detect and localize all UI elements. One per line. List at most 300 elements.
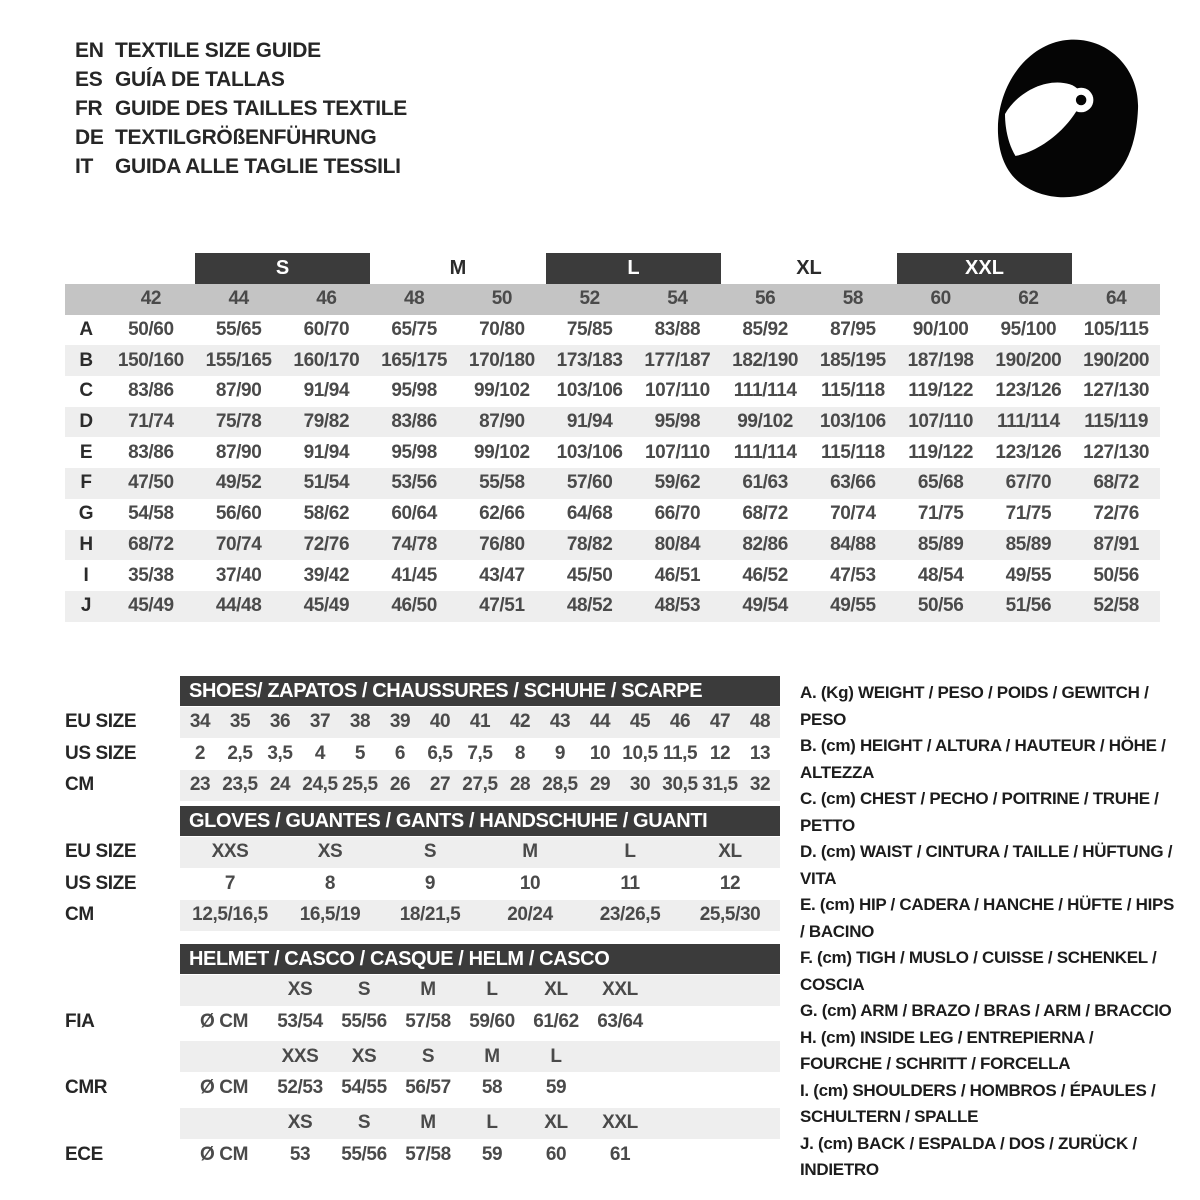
row-label: D bbox=[79, 411, 93, 433]
column-header: 48 bbox=[403, 288, 425, 310]
table-cell: 35 bbox=[229, 711, 251, 732]
size-header-cell: XS bbox=[351, 1045, 377, 1067]
column-header: 52 bbox=[579, 288, 600, 310]
legend-item: G. (cm) ARM / BRAZO / BRAS / ARM / BRACCIO bbox=[800, 1001, 1172, 1020]
table-cell: 85/89 bbox=[1005, 533, 1052, 555]
table-cell: 4 bbox=[314, 742, 326, 764]
table-cell: 49/52 bbox=[215, 472, 262, 494]
language-title: GUIDA ALLE TAGLIE TESSILI bbox=[115, 155, 401, 178]
table-row bbox=[65, 315, 1160, 346]
row-values bbox=[180, 1108, 780, 1139]
size-header-cell: S bbox=[357, 979, 371, 1000]
legend-item: H. (cm) INSIDE LEG / ENTREPIERNA / FOURCHE / SCHRITT / FORCELLA bbox=[800, 1027, 1094, 1073]
column-header: 64 bbox=[1105, 288, 1127, 310]
size-header-cell: XS bbox=[287, 1112, 313, 1133]
shoes-header: SHOES/ ZAPATOS / CHAUSSURES / SCHUHE / SCARPE bbox=[180, 676, 780, 706]
column-header: 46 bbox=[316, 288, 337, 310]
table-row bbox=[65, 407, 1160, 438]
table-row bbox=[65, 900, 780, 931]
table-cell: 41 bbox=[469, 711, 491, 732]
table-cell: 95/98 bbox=[391, 441, 437, 463]
table-cell: 170/180 bbox=[468, 349, 535, 371]
table-cell: 54/55 bbox=[341, 1077, 387, 1098]
table-cell: 111/114 bbox=[733, 441, 797, 463]
table-row bbox=[65, 1108, 780, 1139]
table-cell: 91/94 bbox=[566, 411, 613, 433]
row-label: A bbox=[79, 319, 93, 341]
table-cell: 53/56 bbox=[391, 472, 437, 494]
language-title: GUIDE DES TAILLES TEXTILE bbox=[115, 97, 407, 120]
table-cell: 47 bbox=[709, 711, 731, 732]
table-cell: 60/64 bbox=[391, 503, 437, 525]
size-header-cell: L bbox=[486, 979, 498, 1000]
table-cell: 44/48 bbox=[215, 595, 262, 617]
table-cell: 87/90 bbox=[215, 380, 262, 402]
table-cell: 71/75 bbox=[1005, 503, 1052, 525]
size-header-cell: XXL bbox=[602, 979, 638, 1000]
table-cell: 59/62 bbox=[654, 472, 701, 494]
row-label bbox=[65, 1108, 180, 1139]
column-header: 44 bbox=[228, 288, 249, 310]
size-band-s: S bbox=[195, 253, 371, 284]
table-cell: 185/195 bbox=[819, 349, 886, 371]
table-row bbox=[65, 975, 780, 1006]
table-cell: 71/74 bbox=[128, 411, 174, 433]
table-cell: 83/88 bbox=[654, 319, 701, 341]
table-cell: 10,5 bbox=[622, 742, 658, 764]
row-values bbox=[180, 1006, 780, 1037]
table-cell: 59 bbox=[545, 1077, 567, 1098]
table-cell: 68/72 bbox=[742, 503, 788, 525]
size-header-cell: XS bbox=[287, 979, 313, 1000]
table-cell: 127/130 bbox=[1083, 380, 1150, 402]
table-row bbox=[65, 738, 780, 769]
table-cell: 160/170 bbox=[293, 349, 360, 371]
size-header-cell: XL bbox=[544, 1112, 568, 1133]
table-cell: 41/45 bbox=[391, 564, 437, 586]
size-header-cell: L bbox=[486, 1112, 498, 1133]
table-row bbox=[65, 707, 780, 738]
table-cell: 5 bbox=[354, 742, 366, 764]
table-cell: 42 bbox=[509, 711, 531, 732]
table-cell: 150/160 bbox=[117, 349, 184, 371]
table-cell: 123/126 bbox=[995, 441, 1062, 463]
row-label: C bbox=[79, 380, 93, 402]
table-cell: 8 bbox=[514, 742, 526, 764]
table-cell: 52/58 bbox=[1093, 595, 1139, 617]
shoes-section bbox=[65, 676, 780, 801]
size-header-cell: XXL bbox=[602, 1112, 638, 1133]
legend-list bbox=[800, 680, 1178, 1184]
table-cell: 2 bbox=[194, 742, 206, 764]
table-cell: 11 bbox=[620, 872, 640, 894]
size-header-cell: S bbox=[421, 1045, 435, 1067]
table-cell: 87/90 bbox=[215, 441, 262, 463]
row-values bbox=[180, 900, 780, 931]
table-cell: 30 bbox=[629, 774, 651, 795]
table-cell: 48/53 bbox=[654, 595, 701, 617]
table-cell: 58/62 bbox=[303, 503, 350, 525]
table-cell: 55/56 bbox=[341, 1143, 387, 1165]
row-values bbox=[180, 837, 780, 868]
table-cell: 7,5 bbox=[467, 742, 493, 764]
gloves-header: GLOVES / GUANTES / GANTS / HANDSCHUHE / GUANTI bbox=[180, 806, 780, 836]
row-values bbox=[180, 707, 780, 738]
language-code: FR bbox=[75, 97, 103, 120]
size-band-xxl: XXL bbox=[897, 253, 1073, 284]
table-cell: 99/102 bbox=[474, 380, 530, 402]
table-cell: 36 bbox=[269, 711, 291, 732]
row-label bbox=[65, 1041, 180, 1072]
table-cell: 80/84 bbox=[654, 533, 701, 555]
table-cell: 55/56 bbox=[341, 1010, 387, 1032]
table-cell: 28 bbox=[509, 774, 531, 795]
table-cell: 20/24 bbox=[507, 904, 553, 925]
row-label: B bbox=[79, 349, 93, 371]
table-cell: 67/70 bbox=[1005, 472, 1052, 494]
size-header-cell: M bbox=[420, 1112, 436, 1133]
table-row bbox=[65, 591, 1160, 622]
table-cell: 12 bbox=[719, 872, 741, 894]
table-cell: Ø CM bbox=[199, 1077, 248, 1098]
table-cell: 56/57 bbox=[405, 1077, 451, 1098]
row-label: E bbox=[79, 441, 93, 463]
table-cell: 90/100 bbox=[912, 319, 969, 341]
table-cell: 83/86 bbox=[391, 411, 437, 433]
table-cell: 53/54 bbox=[277, 1010, 323, 1032]
table-cell: 6,5 bbox=[427, 742, 453, 764]
table-cell: 37/40 bbox=[215, 564, 262, 586]
table-cell: 115/118 bbox=[820, 380, 885, 402]
table-cell: 85/89 bbox=[917, 533, 964, 555]
table-cell: 59 bbox=[481, 1143, 503, 1165]
language-row bbox=[75, 36, 407, 65]
row-values bbox=[180, 738, 780, 769]
language-title: TEXTILE SIZE GUIDE bbox=[115, 39, 321, 62]
table-cell: 71/75 bbox=[917, 503, 964, 525]
table-cell: 70/74 bbox=[215, 533, 262, 555]
table-cell: 47/51 bbox=[479, 595, 525, 617]
table-cell: 11,5 bbox=[662, 742, 698, 764]
table-cell: 127/130 bbox=[1083, 441, 1150, 463]
table-cell: 16,5/19 bbox=[299, 904, 361, 925]
table-cell: M bbox=[522, 841, 538, 862]
row-values bbox=[180, 1073, 780, 1104]
table-cell: 66/70 bbox=[654, 503, 701, 525]
table-cell: 43/47 bbox=[479, 564, 525, 586]
gloves-rows bbox=[65, 837, 780, 931]
size-header-cell: M bbox=[484, 1045, 500, 1067]
table-cell: 50/60 bbox=[128, 319, 174, 341]
row-label: ECE bbox=[65, 1143, 103, 1165]
size-band-xl: XL bbox=[796, 257, 822, 279]
row-label: US SIZE bbox=[65, 742, 137, 764]
table-cell: 187/198 bbox=[907, 349, 974, 371]
textile-size-table bbox=[65, 253, 1160, 622]
table-cell: 75/78 bbox=[215, 411, 262, 433]
language-title: TEXTILGRÖßENFÜHRUNG bbox=[115, 126, 377, 149]
table-cell: 173/183 bbox=[556, 349, 623, 371]
corner-cell bbox=[65, 284, 107, 315]
table-cell: 13 bbox=[749, 742, 771, 764]
row-label: US SIZE bbox=[65, 872, 137, 894]
table-cell: 63/64 bbox=[597, 1010, 643, 1032]
table-cell: 165/175 bbox=[381, 349, 448, 371]
language-code: IT bbox=[75, 155, 94, 178]
language-code: DE bbox=[75, 126, 104, 149]
table-cell: XXS bbox=[211, 841, 249, 862]
table-cell: 24 bbox=[269, 774, 291, 795]
table-row bbox=[65, 1041, 780, 1072]
table-cell: 47/50 bbox=[128, 472, 174, 494]
size-header-cell: L bbox=[550, 1045, 562, 1067]
table-cell: 28,5 bbox=[542, 774, 578, 795]
table-cell: 61 bbox=[609, 1143, 631, 1165]
table-cell: 119/122 bbox=[908, 380, 974, 402]
table-cell: 48/54 bbox=[917, 564, 964, 586]
table-cell: 18/21,5 bbox=[399, 904, 461, 925]
table-row bbox=[65, 499, 1160, 530]
table-cell: 111/114 bbox=[997, 411, 1060, 433]
table-cell: L bbox=[624, 841, 636, 862]
size-band-l: L bbox=[546, 253, 722, 284]
legend-item: A. (Kg) WEIGHT / PESO / POIDS / GEWITCH / PESO bbox=[800, 683, 1149, 729]
column-header: 60 bbox=[930, 288, 951, 310]
table-cell: 155/165 bbox=[205, 349, 272, 371]
table-cell: 23 bbox=[189, 774, 211, 795]
table-cell: 45/49 bbox=[303, 595, 350, 617]
table-cell: 57/58 bbox=[405, 1010, 451, 1032]
helmet-section bbox=[65, 944, 780, 1174]
table-row bbox=[65, 437, 1160, 468]
table-cell: Ø CM bbox=[199, 1010, 248, 1032]
size-header-cell bbox=[180, 1108, 268, 1139]
table-cell: 103/106 bbox=[819, 411, 886, 433]
table-cell: 87/95 bbox=[830, 319, 876, 341]
row-label: CM bbox=[65, 904, 94, 925]
table-cell: 27,5 bbox=[462, 774, 498, 795]
table-cell: 47/53 bbox=[830, 564, 876, 586]
table-cell: 79/82 bbox=[303, 411, 350, 433]
table-cell: XL bbox=[718, 841, 742, 862]
table-cell: 46 bbox=[669, 711, 691, 732]
table-cell: 95/98 bbox=[391, 380, 437, 402]
table-cell: 34 bbox=[189, 711, 211, 732]
table-cell: 27 bbox=[429, 774, 451, 795]
textile-table-rows bbox=[65, 315, 1160, 622]
row-values bbox=[180, 868, 780, 899]
table-cell: 63/66 bbox=[830, 472, 876, 494]
row-label: G bbox=[78, 503, 94, 525]
table-cell: 65/68 bbox=[917, 472, 964, 494]
legend-item: J. (cm) BACK / ESPALDA / DOS / ZURÜCK / INDIETRO bbox=[800, 1133, 1137, 1179]
table-cell: 57/58 bbox=[405, 1143, 451, 1165]
language-title-list bbox=[75, 36, 407, 181]
table-cell: 23,5 bbox=[222, 774, 258, 795]
table-cell: 9 bbox=[554, 742, 566, 764]
table-cell: 72/76 bbox=[1093, 503, 1139, 525]
table-cell: 52/53 bbox=[277, 1077, 323, 1098]
row-label bbox=[65, 975, 180, 1006]
table-cell: 39/42 bbox=[303, 564, 350, 586]
table-cell: 51/56 bbox=[1005, 595, 1052, 617]
table-cell: 75/85 bbox=[566, 319, 613, 341]
table-row bbox=[65, 560, 1160, 591]
table-cell: 26 bbox=[389, 774, 411, 795]
table-cell: 95/100 bbox=[1000, 319, 1057, 341]
table-cell: 10 bbox=[589, 742, 611, 764]
row-label: CM bbox=[65, 774, 94, 795]
table-cell: 123/126 bbox=[995, 380, 1062, 402]
textile-columns-row bbox=[65, 284, 1160, 315]
table-cell: 115/119 bbox=[1084, 411, 1149, 433]
legend-item: B. (cm) HEIGHT / ALTURA / HAUTEUR / HÖHE / ALTEZZA bbox=[800, 736, 1166, 782]
size-header-cell: XXS bbox=[281, 1045, 319, 1067]
size-header-cell bbox=[180, 1041, 268, 1072]
size-header-cell bbox=[180, 975, 268, 1006]
table-cell: Ø CM bbox=[199, 1143, 248, 1165]
table-row bbox=[65, 1073, 780, 1104]
table-cell: 50/56 bbox=[917, 595, 964, 617]
table-cell: 95/98 bbox=[654, 411, 701, 433]
size-header-cell: XL bbox=[544, 979, 568, 1000]
table-cell: 61/63 bbox=[742, 472, 788, 494]
table-cell: 49/55 bbox=[1005, 564, 1052, 586]
table-cell: 62/66 bbox=[479, 503, 525, 525]
size-band-m: M bbox=[449, 257, 467, 279]
legend-item: C. (cm) CHEST / PECHO / POITRINE / TRUHE / PETTO bbox=[800, 789, 1159, 835]
table-cell: 65/75 bbox=[391, 319, 437, 341]
table-cell: 85/92 bbox=[742, 319, 788, 341]
table-cell: 177/187 bbox=[644, 349, 711, 371]
table-cell: 107/110 bbox=[644, 441, 710, 463]
table-cell: 99/102 bbox=[737, 411, 793, 433]
table-cell: 55/58 bbox=[479, 472, 525, 494]
helmet-rows bbox=[65, 975, 780, 1171]
size-header-cell bbox=[588, 1041, 652, 1072]
table-cell: 107/110 bbox=[908, 411, 974, 433]
racing-helmet-icon bbox=[978, 30, 1158, 205]
column-header: 62 bbox=[1018, 288, 1039, 310]
table-cell: 24,5 bbox=[302, 774, 338, 795]
language-title: GUÍA DE TALLAS bbox=[115, 68, 285, 91]
table-cell: 58 bbox=[481, 1077, 503, 1098]
table-cell: 107/110 bbox=[644, 380, 710, 402]
language-code: ES bbox=[75, 68, 103, 91]
table-cell: 76/80 bbox=[479, 533, 525, 555]
table-cell: 7 bbox=[224, 872, 236, 894]
row-label: J bbox=[80, 595, 92, 617]
table-cell: 119/122 bbox=[908, 441, 974, 463]
table-cell: 46/50 bbox=[391, 595, 437, 617]
table-row bbox=[65, 468, 1160, 499]
table-cell: 59/60 bbox=[469, 1010, 515, 1032]
legend-item: D. (cm) WAIST / CINTURA / TAILLE / HÜFTUNG / VITA bbox=[800, 842, 1173, 888]
table-cell: 87/90 bbox=[479, 411, 525, 433]
table-cell: 12 bbox=[709, 742, 731, 764]
row-values bbox=[180, 1139, 780, 1170]
table-cell: 45/49 bbox=[128, 595, 174, 617]
table-cell: 115/118 bbox=[820, 441, 885, 463]
table-row bbox=[65, 530, 1160, 561]
table-cell: 54/58 bbox=[128, 503, 174, 525]
table-cell: 50/56 bbox=[1093, 564, 1139, 586]
table-cell: 56/60 bbox=[215, 503, 262, 525]
table-row bbox=[65, 1139, 780, 1170]
table-cell: 55/65 bbox=[215, 319, 262, 341]
table-cell: 45/50 bbox=[566, 564, 613, 586]
table-cell: 45 bbox=[629, 711, 651, 732]
row-label: I bbox=[83, 564, 89, 586]
table-cell: 2,5 bbox=[227, 742, 253, 764]
table-cell: 190/200 bbox=[1083, 349, 1150, 371]
row-values bbox=[180, 975, 780, 1006]
row-label: EU SIZE bbox=[65, 711, 137, 732]
table-cell: 190/200 bbox=[995, 349, 1062, 371]
table-cell: 83/86 bbox=[128, 380, 174, 402]
table-cell: 61/62 bbox=[533, 1010, 579, 1032]
table-cell: 111/114 bbox=[733, 380, 797, 402]
table-cell: 8 bbox=[324, 872, 336, 894]
table-row bbox=[65, 770, 780, 801]
table-cell: 23/26,5 bbox=[599, 904, 661, 925]
table-cell bbox=[588, 1073, 652, 1104]
table-cell: 35/38 bbox=[128, 564, 174, 586]
table-cell: 46/51 bbox=[654, 564, 701, 586]
helmet-standard-group bbox=[65, 975, 780, 1038]
table-cell: 78/82 bbox=[566, 533, 613, 555]
language-row bbox=[75, 94, 407, 123]
table-row bbox=[65, 376, 1160, 407]
table-cell: 91/94 bbox=[303, 441, 350, 463]
language-row bbox=[75, 65, 407, 94]
row-label: EU SIZE bbox=[65, 841, 137, 862]
helmet-standard-group bbox=[65, 1041, 780, 1104]
table-cell: 60 bbox=[545, 1143, 567, 1165]
shoes-rows bbox=[65, 707, 780, 801]
table-cell: S bbox=[423, 841, 437, 862]
table-cell: 105/115 bbox=[1083, 319, 1149, 341]
table-cell: 91/94 bbox=[303, 380, 350, 402]
table-cell: 39 bbox=[389, 711, 411, 732]
table-cell: 182/190 bbox=[732, 349, 799, 371]
legend-item: I. (cm) SHOULDERS / HOMBROS / ÉPAULES / SCHULTERN / SPALLE bbox=[800, 1080, 1156, 1126]
row-label: H bbox=[79, 533, 93, 555]
table-cell: 44 bbox=[589, 711, 611, 732]
table-cell: 82/86 bbox=[742, 533, 788, 555]
table-cell: 3,5 bbox=[267, 742, 293, 764]
table-cell: 30,5 bbox=[662, 774, 698, 795]
row-label: CMR bbox=[65, 1077, 108, 1098]
table-row bbox=[65, 1006, 780, 1037]
column-header: 42 bbox=[140, 288, 162, 310]
legend-item: F. (cm) TIGH / MUSLO / CUISSE / SCHENKEL / COSCIA bbox=[800, 948, 1157, 994]
table-cell: 9 bbox=[424, 872, 436, 894]
table-cell: 6 bbox=[394, 742, 406, 764]
table-cell: 74/78 bbox=[391, 533, 437, 555]
language-row bbox=[75, 152, 407, 181]
table-cell: 70/74 bbox=[830, 503, 876, 525]
row-label: FIA bbox=[65, 1010, 95, 1032]
table-cell: 53 bbox=[289, 1143, 311, 1165]
table-cell: 68/72 bbox=[1093, 472, 1139, 494]
legend-item: E. (cm) HIP / CADERA / HANCHE / HÜFTE / HIPS / BACINO bbox=[800, 895, 1175, 941]
table-cell: 43 bbox=[549, 711, 571, 732]
table-cell: 38 bbox=[349, 711, 371, 732]
table-cell: 46/52 bbox=[742, 564, 788, 586]
size-header-cell: S bbox=[357, 1112, 371, 1133]
table-cell: 68/72 bbox=[128, 533, 174, 555]
